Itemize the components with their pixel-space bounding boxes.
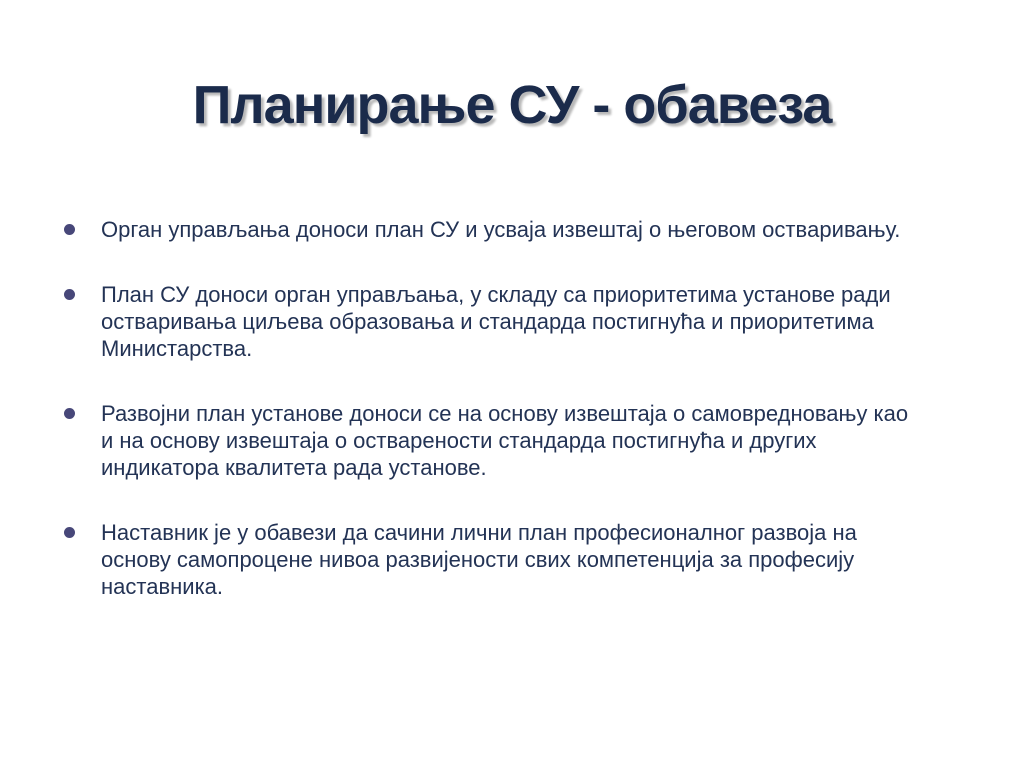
bullet-text-2: План СУ доноси орган управљања, у складу са приоритетима установе ради остваривања циљева образовања и стандарда постигнућа и приоритетима Министарства. <box>101 282 891 361</box>
bullet-point-icon <box>64 527 75 538</box>
bullet-point-icon <box>64 289 75 300</box>
bullet-text-3: Развојни план установе доноси се на основу извештаја о самовредновању као и на основу извештаја о остварености стандарда постигнућа и других индикатора квалитета рада установе. <box>101 401 909 480</box>
bullet-point-icon <box>64 408 75 419</box>
slide-title: Планирање СУ - обавеза <box>192 75 832 135</box>
bullet-item-1 <box>64 216 924 243</box>
bullet-item-2 <box>64 281 924 362</box>
bullet-item-3 <box>64 400 924 481</box>
bullet-text-4: Наставник је у обавези да сачини лични план професионалног развоја на основу самопроцене нивоа развијености свих компетенција за професију наставника. <box>101 520 857 599</box>
bullet-list <box>64 216 924 638</box>
bullet-text-1: Орган управљања доноси план СУ и усваја извештај о његовом оствaривању. <box>101 217 901 242</box>
bullet-item-4 <box>64 519 924 600</box>
bullet-point-icon <box>64 224 75 235</box>
